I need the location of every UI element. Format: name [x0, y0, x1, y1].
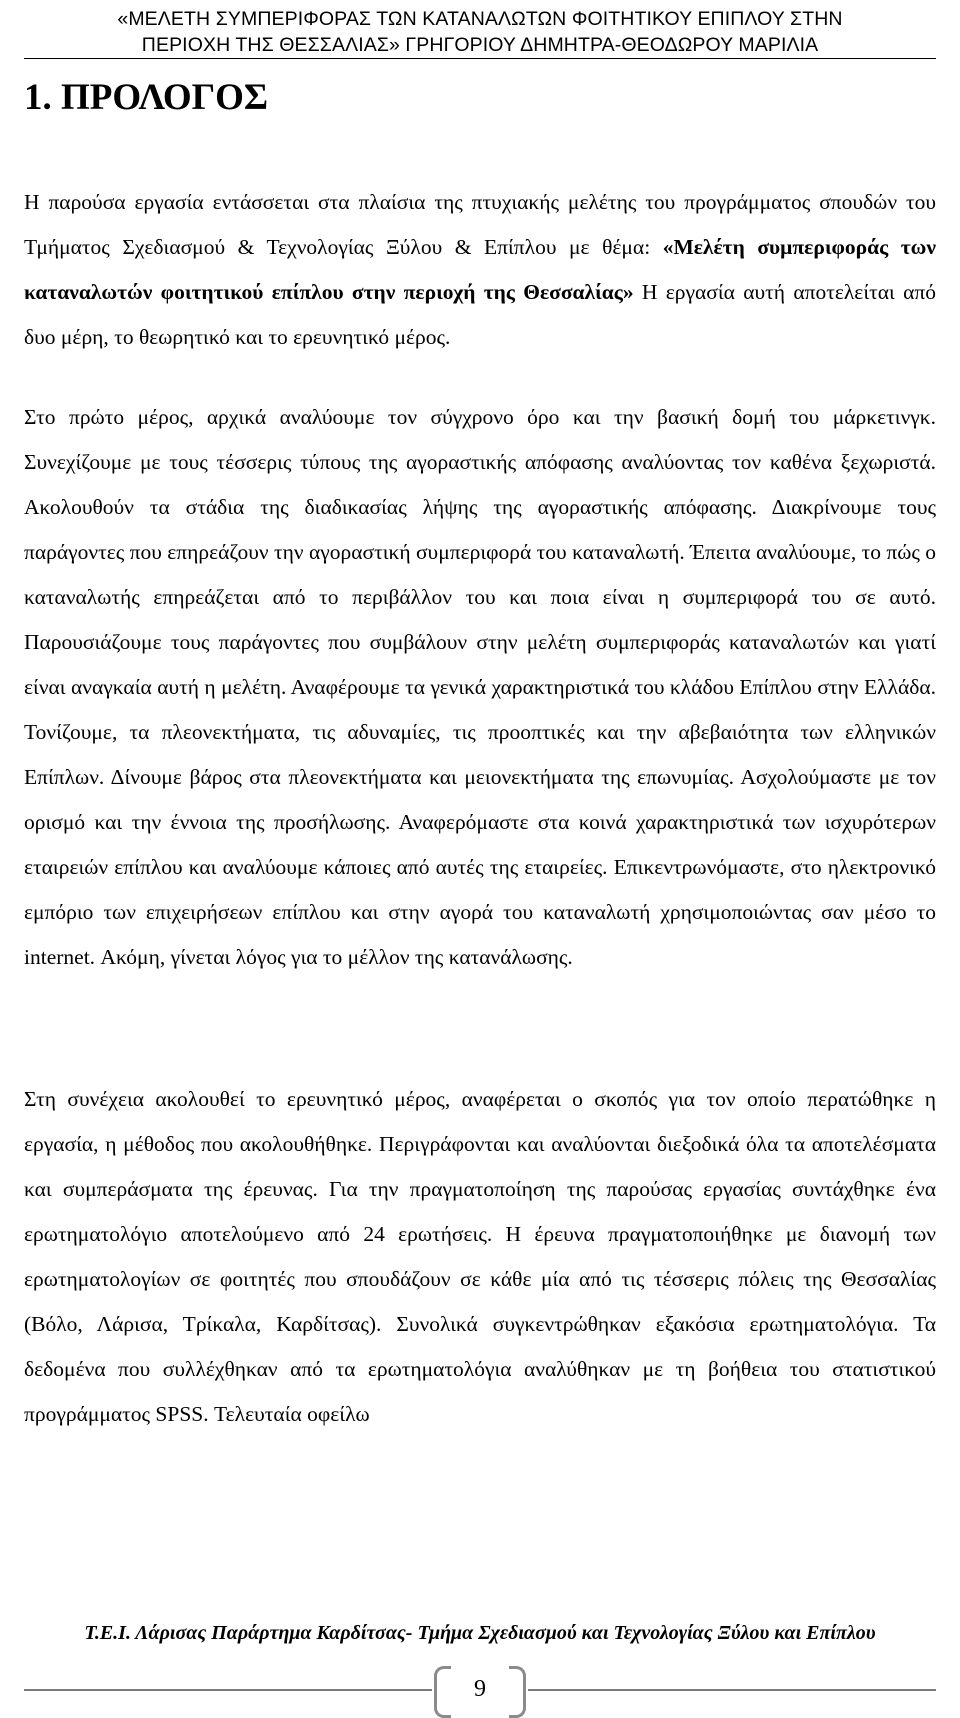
paragraph-theoretical-part: Στο πρώτο μέρος, αρχικά αναλύουμε τον σύγχρονο όρο και την βασική δομή του μάρκετινγκ. Συνεχίζουμε με τους τέσσερις τύπους της αγοραστικής απόφασης αναλύοντας τον καθένα ξεχωριστά. Ακολουθούν τα στάδια της διαδικασίας λήψης της αγοραστικής απόφασης. Διακρίνουμε τους παράγοντες που επηρεάζουν την αγοραστική συμπεριφορά του καταναλωτή. Έπειτα αναλύουμε, το πώς ο καταναλωτής επηρεάζεται από το περιβάλλον του και ποια είναι η συμπεριφορά του σε αυτό. Παρουσιάζουμε τους παράγοντες που συμβάλουν στην μελέτη συμπεριφοράς καταναλωτών και γιατί είναι αναγκαία αυτή η μελέτη. Αναφέρουμε τα γενικά χαρακτηριστικά του κλάδου Επίπλου στην Ελλάδα. Τονίζουμε, τα πλεονεκτήματα, τις αδυναμίες, τις προοπτικές και την αβεβαιότητα των ελληνικών Επίπλων. Δίνουμε βάρος στα πλεονεκτήματα και μειονεκτήματα της επωνυμίας. Ασχολούμαστε με τον ορισμό και την έννοια της προσήλωσης. Αναφερόμαστε στα κοινά χαρακτηριστικά των ισχυρότερων εταιρειών επίπλου και αναλύουμε κάποιες από αυτές της εταιρείες. Επικεντρωνόμαστε, στο ηλεκτρονικό εμπόριο των επιχειρήσεων επίπλου και στην αγορά του καταναλωτή χρησιμοποιώντας σαν μέσο το internet. Ακόμη, γίνεται λόγος για το μέλλον της κατανάλωσης. [24, 405, 936, 969]
header-line-2: ΠΕΡΙΟΧΗ ΤΗΣ ΘΕΣΣΑΛΙΑΣ» ΓΡΗΓΟΡΙΟΥ ΔΗΜΗΤΡΑ-ΘΕΟΔΩΡΟΥ ΜΑΡΙΛΙΑ [141, 34, 819, 56]
header-rule [24, 58, 936, 59]
footer-rule-left [24, 1689, 432, 1691]
bracket-left [434, 1666, 451, 1718]
paragraph-intro-text-after: Η εργασία αυτή αποτελείται από δυο μέρη, το θεωρητικό και το ερευνητικό μέρος. [24, 280, 936, 349]
page-number-box [0, 1666, 960, 1714]
paragraph-intro [24, 180, 936, 360]
running-header [0, 6, 960, 58]
paragraph-research-part: Στη συνέχεια ακολουθεί το ερευνητικό μέρος, αναφέρεται ο σκοπός για τον οποίο περατώθηκε η εργασία, η μέθοδος που ακολουθήθηκε. Περιγράφονται και αναλύονται διεξοδικά όλα τα αποτελέσματα και συμπεράσματα της έρευνας. Για την πραγματοποίηση της παρούσας εργασίας συντάχθηκε ένα ερωτηματολόγιο αποτελούμενο από 24 ερωτήσεις. Η έρευνα πραγματοποιήθηκε με διανομή των ερωτηματολογίων σε φοιτητές που σπουδάζουν σε κάθε μία από τις τέσσερις πόλεις της Θεσσαλίας (Βόλο, Λάρισα, Τρίκαλα, Καρδίτσας). Συνολικά συγκεντρώθηκαν εξακόσια ερωτηματολόγια. Τα δεδομένα που συλλέχθηκαν από τα ερωτηματολόγια αναλύθηκαν με τη βοήθεια του στατιστικού προγράμματος SPSS. Τελευταία οφείλω [24, 1087, 936, 1426]
page-footer: Τ.Ε.Ι. Λάρισας Παράρτημα Καρδίτσας- Τμήμα Σχεδιασμού και Τεχνολογίας Ξύλου και Επίπλου [84, 1622, 876, 1644]
thesis-title: «Μελέτη συμπεριφοράς των καταναλωτών φοιτητικού επίπλου στην περιοχή της Θεσσαλίας» [24, 235, 937, 304]
footer-rule-right [528, 1689, 936, 1691]
bracket-right [509, 1666, 526, 1718]
section-heading: 1. ΠΡΟΛΟΓΟΣ [24, 77, 269, 118]
page-number: 9 [474, 1676, 486, 1702]
paragraph-intro-text-before: Η παρούσα εργασία εντάσσεται στα πλαίσια της πτυχιακής μελέτης του προγράμματος σπουδών του Τμήματος Σχεδιασμού & Τεχνολογίας Ξύλου & Επίπλου με θέμα: [24, 190, 936, 259]
header-line-1: «ΜΕΛΕΤΗ ΣΥΜΠΕΡΙΦΟΡΑΣ ΤΩΝ ΚΑΤΑΝΑΛΩΤΩΝ ΦΟΙΤΗΤΙΚΟΥ ΕΠΙΠΛΟΥ ΣΤΗΝ [117, 8, 843, 30]
